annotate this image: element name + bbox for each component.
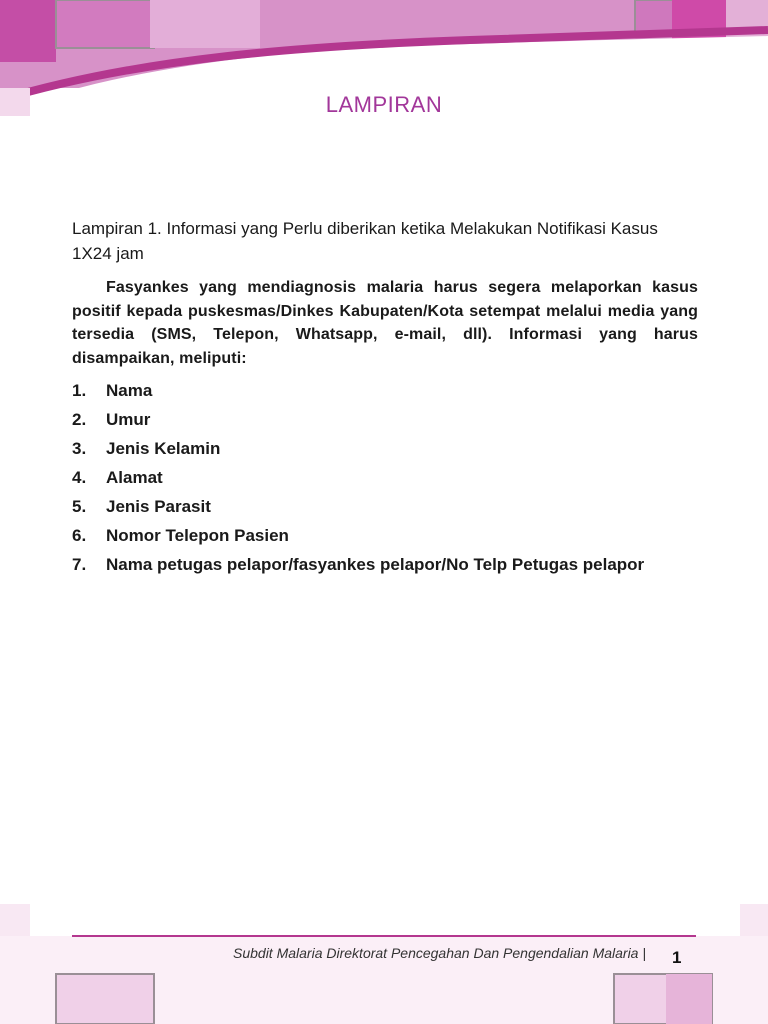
list-item-text: Nama petugas pelapor/fasyankes pelapor/No Telp Petugas pelapor xyxy=(106,555,645,574)
list-item-text: Jenis Kelamin xyxy=(106,439,221,458)
document-content xyxy=(72,216,698,579)
list-item xyxy=(72,434,732,463)
list-item-number: 2. xyxy=(72,410,87,429)
list-item-text: Nama xyxy=(106,381,153,400)
list-item xyxy=(72,492,732,521)
list-item-text: Jenis Parasit xyxy=(106,497,211,516)
header-square-outline-left xyxy=(56,0,154,48)
attachment-heading: Lampiran 1. Informasi yang Perlu diberikan ketika Melakukan Notifikasi Kasus 1X24 jam xyxy=(72,219,658,263)
list-item xyxy=(72,376,732,405)
list-item-number: 6. xyxy=(72,526,87,545)
footer-rule xyxy=(72,935,696,937)
footer-square-outline-left xyxy=(56,974,154,1024)
list-item-number: 3. xyxy=(72,439,87,458)
list-item-text: Alamat xyxy=(106,468,163,487)
header-square-left xyxy=(0,0,56,62)
list-item-number: 5. xyxy=(72,497,87,516)
list-item xyxy=(72,550,732,579)
list-item xyxy=(72,463,732,492)
footer-square-right xyxy=(666,974,712,1024)
list-item xyxy=(72,521,732,550)
list-item xyxy=(72,405,732,434)
list-item-text: Nomor Telepon Pasien xyxy=(106,526,289,545)
footer-decoration xyxy=(0,900,768,1024)
header-square-light xyxy=(150,0,260,48)
page-title: LAMPIRAN xyxy=(325,92,443,117)
list-item-number: 7. xyxy=(72,555,87,574)
intro-paragraph: Fasyankes yang mendiagnosis malaria harus segera melaporkan kasus positif kepada puskesmas/Dinkes Kabupaten/Kota setempat melalui media yang tersedia (SMS, Telepon, Whatsapp, e-mail, dll). Informasi yang harus disampaikan, meliputi: xyxy=(72,279,698,367)
information-list xyxy=(72,376,732,579)
list-item-text: Umur xyxy=(106,410,151,429)
page-number: 1 xyxy=(672,948,682,967)
list-item-number: 1. xyxy=(72,381,87,400)
footer-text: Subdit Malaria Direktorat Pencegahan Dan Pengendalian Malaria | xyxy=(233,945,646,961)
list-item-number: 4. xyxy=(72,468,87,487)
